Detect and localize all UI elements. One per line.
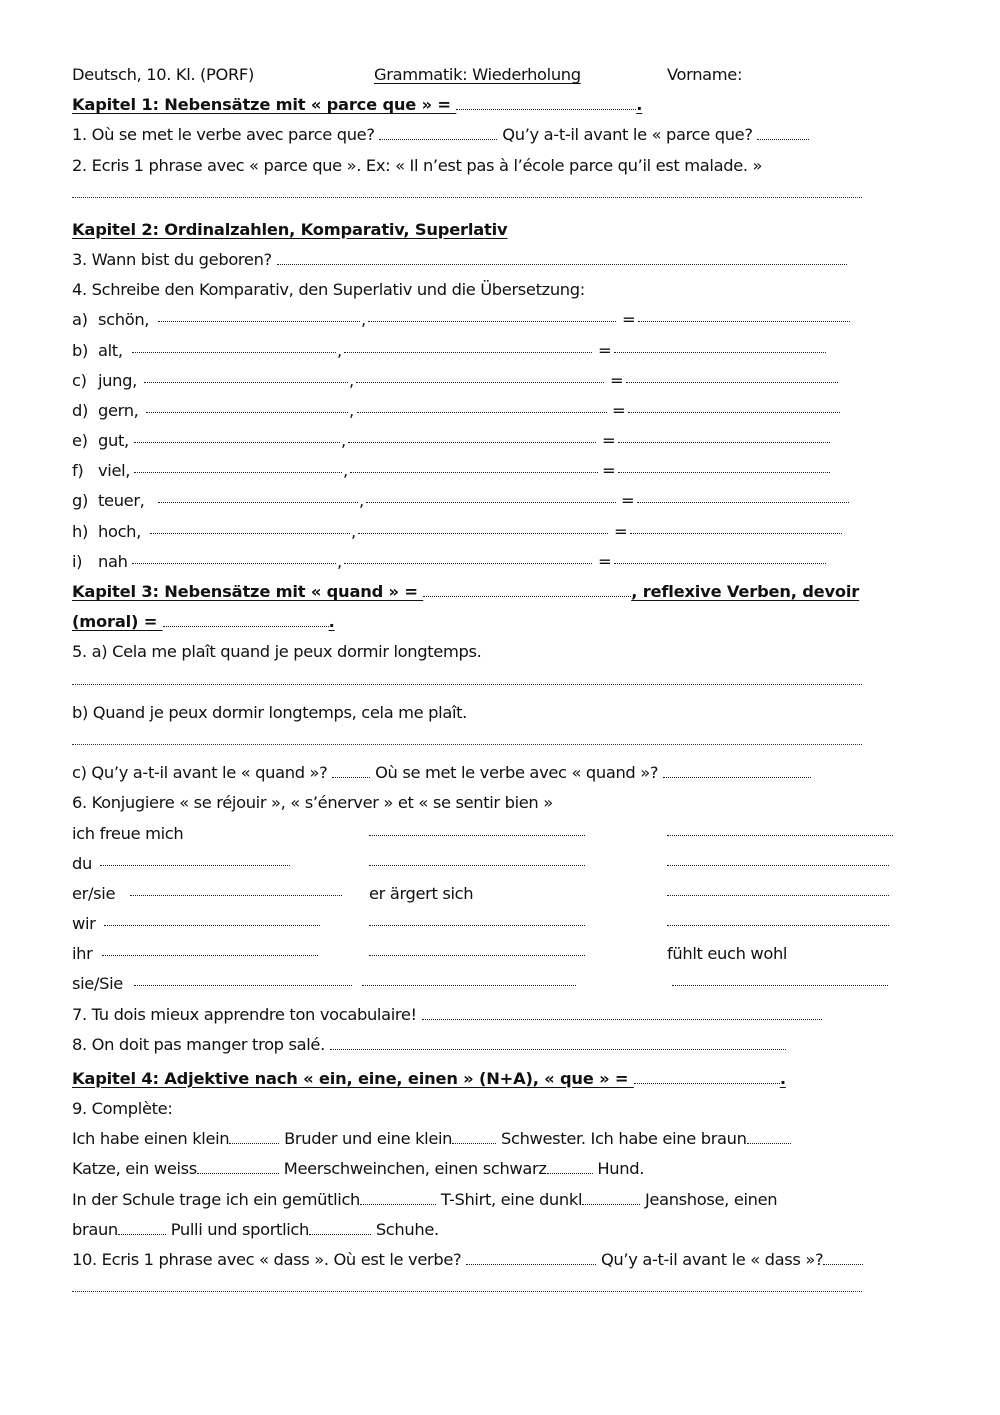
- conjugation-row: ihr fühlt euch wohl: [72, 941, 942, 971]
- translation-field[interactable]: [637, 488, 849, 503]
- ending-field[interactable]: [452, 1129, 496, 1144]
- col1-field[interactable]: [100, 851, 290, 866]
- comparative-field[interactable]: [146, 398, 348, 413]
- translation-field[interactable]: [614, 549, 826, 564]
- q10-before-field[interactable]: [823, 1250, 863, 1265]
- q5c-verb-field[interactable]: [663, 763, 811, 778]
- col3-field[interactable]: [667, 851, 889, 866]
- col2-field[interactable]: [369, 941, 585, 956]
- complete-line-2: Katze, ein weiss Meerschweinchen, einen schwarz Hund.: [72, 1159, 645, 1179]
- que-translation-field[interactable]: [634, 1069, 780, 1084]
- question-2: 2. Ecris 1 phrase avec « parce que ». Ex: « Il n’est pas à l’école parce qu’il est malade. »: [72, 155, 763, 175]
- translation-field[interactable]: [618, 458, 830, 473]
- adjective-row: e) gut, , =: [72, 428, 942, 458]
- question-5a: 5. a) Cela me plaît quand je peux dormir longtemps.: [72, 642, 482, 662]
- comparative-field[interactable]: [144, 368, 348, 383]
- q5a-answer-line[interactable]: [72, 670, 942, 700]
- question-5b: b) Quand je peux dormir longtemps, cela me plaît.: [72, 702, 467, 722]
- chapter3-heading: Kapitel 3: Nebensätze mit « quand » = , reflexive Verben, devoir: [72, 582, 860, 601]
- col3-field[interactable]: [667, 911, 889, 926]
- translation-field[interactable]: [614, 338, 826, 353]
- chapter2-heading: Kapitel 2: Ordinalzahlen, Komparativ, Superlativ: [72, 219, 508, 239]
- q5a-answer-field[interactable]: [72, 684, 862, 685]
- q1-before-field[interactable]: [757, 125, 809, 140]
- q5b-answer-line[interactable]: [72, 730, 942, 760]
- superlative-field[interactable]: [357, 398, 607, 413]
- q7-answer-field[interactable]: [422, 1005, 822, 1020]
- superlative-field[interactable]: [344, 549, 592, 564]
- col1-field[interactable]: [134, 971, 352, 986]
- col2-field[interactable]: [369, 851, 585, 866]
- col2-field[interactable]: [369, 821, 585, 836]
- chapter3-heading-continued: (moral) = .: [72, 612, 335, 632]
- conjugation-row: ich freue mich: [72, 821, 942, 851]
- first-name-label: Vorname:: [667, 65, 743, 84]
- question-1: 1. Où se met le verbe avec parce que? Qu’y a-t-il avant le « parce que?: [72, 122, 942, 152]
- adjective-row: a) schön, , =: [72, 307, 942, 337]
- conjugation-row: du: [72, 851, 942, 881]
- question-5c: c) Qu’y a-t-il avant le « quand »? Où se met le verbe avec « quand »?: [72, 760, 942, 790]
- translation-field[interactable]: [626, 368, 838, 383]
- q10-answer-line[interactable]: [72, 1277, 942, 1307]
- comparative-field[interactable]: [158, 307, 360, 322]
- header-row: [72, 62, 942, 92]
- question-7: 7. Tu dois mieux apprendre ton vocabulaire!: [72, 1002, 942, 1032]
- question-10: 10. Ecris 1 phrase avec « dass ». Où est le verbe? Qu’y a-t-il avant le « dass »?: [72, 1247, 942, 1277]
- superlative-field[interactable]: [358, 519, 608, 534]
- col3-field[interactable]: [667, 881, 889, 896]
- superlative-field[interactable]: [348, 428, 596, 443]
- ending-field[interactable]: [197, 1159, 279, 1174]
- comparative-field[interactable]: [134, 428, 340, 443]
- q10-verb-field[interactable]: [466, 1250, 596, 1265]
- q8-answer-field[interactable]: [330, 1035, 786, 1050]
- ending-field[interactable]: [747, 1129, 791, 1144]
- col1-field[interactable]: [102, 941, 318, 956]
- q2-answer-field[interactable]: [72, 197, 862, 198]
- conjugation-row: wir: [72, 911, 942, 941]
- ending-field[interactable]: [547, 1159, 593, 1174]
- adjective-row: b) alt, , =: [72, 338, 942, 368]
- q1-verb-field[interactable]: [379, 125, 497, 140]
- chapter1-heading: Kapitel 1: Nebensätze mit « parce que » = .: [72, 95, 643, 115]
- comparative-field[interactable]: [150, 519, 350, 534]
- translation-field[interactable]: [638, 307, 850, 322]
- superlative-field[interactable]: [356, 368, 604, 383]
- q5c-before-field[interactable]: [332, 763, 370, 778]
- q5b-answer-field[interactable]: [72, 744, 862, 745]
- worksheet-page: [72, 62, 942, 1307]
- devoir-translation-field[interactable]: [163, 612, 329, 627]
- superlative-field[interactable]: [366, 488, 616, 503]
- question-6: 6. Konjugiere « se réjouir », « s’énerver » et « se sentir bien »: [72, 793, 553, 813]
- ending-field[interactable]: [229, 1129, 279, 1144]
- complete-line-1: Ich habe einen klein Bruder und eine klein Schwester. Ich habe eine braun: [72, 1126, 942, 1156]
- worksheet-title: Grammatik: Wiederholung: [374, 65, 581, 84]
- conjugation-row: er/sie er ärgert sich: [72, 881, 942, 911]
- conjugation-row: sie/Sie: [72, 971, 942, 1001]
- ending-field[interactable]: [118, 1220, 166, 1235]
- complete-line-3: In der Schule trage ich ein gemütlich T-Shirt, eine dunkl Jeanshose, einen: [72, 1189, 778, 1209]
- adjective-row: d) gern, , =: [72, 398, 942, 428]
- question-3: 3. Wann bist du geboren?: [72, 247, 942, 277]
- ending-field[interactable]: [309, 1220, 371, 1235]
- ending-field[interactable]: [360, 1190, 436, 1205]
- col2-field[interactable]: [369, 911, 585, 926]
- superlative-field[interactable]: [350, 458, 598, 473]
- col2-field[interactable]: [362, 971, 576, 986]
- q3-birthdate-field[interactable]: [277, 250, 847, 265]
- complete-line-4: braun Pulli und sportlich Schuhe.: [72, 1219, 439, 1239]
- comparative-field[interactable]: [132, 338, 336, 353]
- question-9: 9. Complète:: [72, 1099, 173, 1118]
- question-8: 8. On doit pas manger trop salé.: [72, 1032, 942, 1066]
- translation-field[interactable]: [630, 519, 842, 534]
- chapter1-answer-field[interactable]: [456, 95, 636, 110]
- col3-field[interactable]: [667, 821, 893, 836]
- comparative-field[interactable]: [134, 458, 342, 473]
- question-4: 4. Schreibe den Komparativ, den Superlativ und die Übersetzung:: [72, 280, 585, 300]
- q10-answer-field[interactable]: [72, 1291, 862, 1292]
- superlative-field[interactable]: [368, 307, 616, 322]
- adjective-row: h) hoch, , =: [72, 519, 942, 549]
- translation-field[interactable]: [628, 398, 840, 413]
- comparative-field[interactable]: [132, 549, 336, 564]
- col3-field[interactable]: [672, 971, 888, 986]
- superlative-field[interactable]: [344, 338, 592, 353]
- comparative-field[interactable]: [158, 488, 358, 503]
- chapter4-heading: Kapitel 4: Adjektive nach « ein, eine, einen » (N+A), « que » = .: [72, 1068, 786, 1088]
- adjective-row: f) viel, , =: [72, 458, 942, 488]
- course-label: Deutsch, 10. Kl. (PORF): [72, 65, 254, 84]
- col1-field[interactable]: [130, 881, 342, 896]
- quand-translation-field[interactable]: [423, 582, 631, 597]
- ending-field[interactable]: [582, 1190, 640, 1205]
- adjective-row: i) nah , =: [72, 549, 942, 579]
- translation-field[interactable]: [618, 428, 830, 443]
- adjective-row: g) teuer, , =: [72, 488, 942, 518]
- adjective-row: c) jung, , =: [72, 368, 942, 398]
- col1-field[interactable]: [104, 911, 320, 926]
- q2-answer-line[interactable]: [72, 183, 942, 217]
